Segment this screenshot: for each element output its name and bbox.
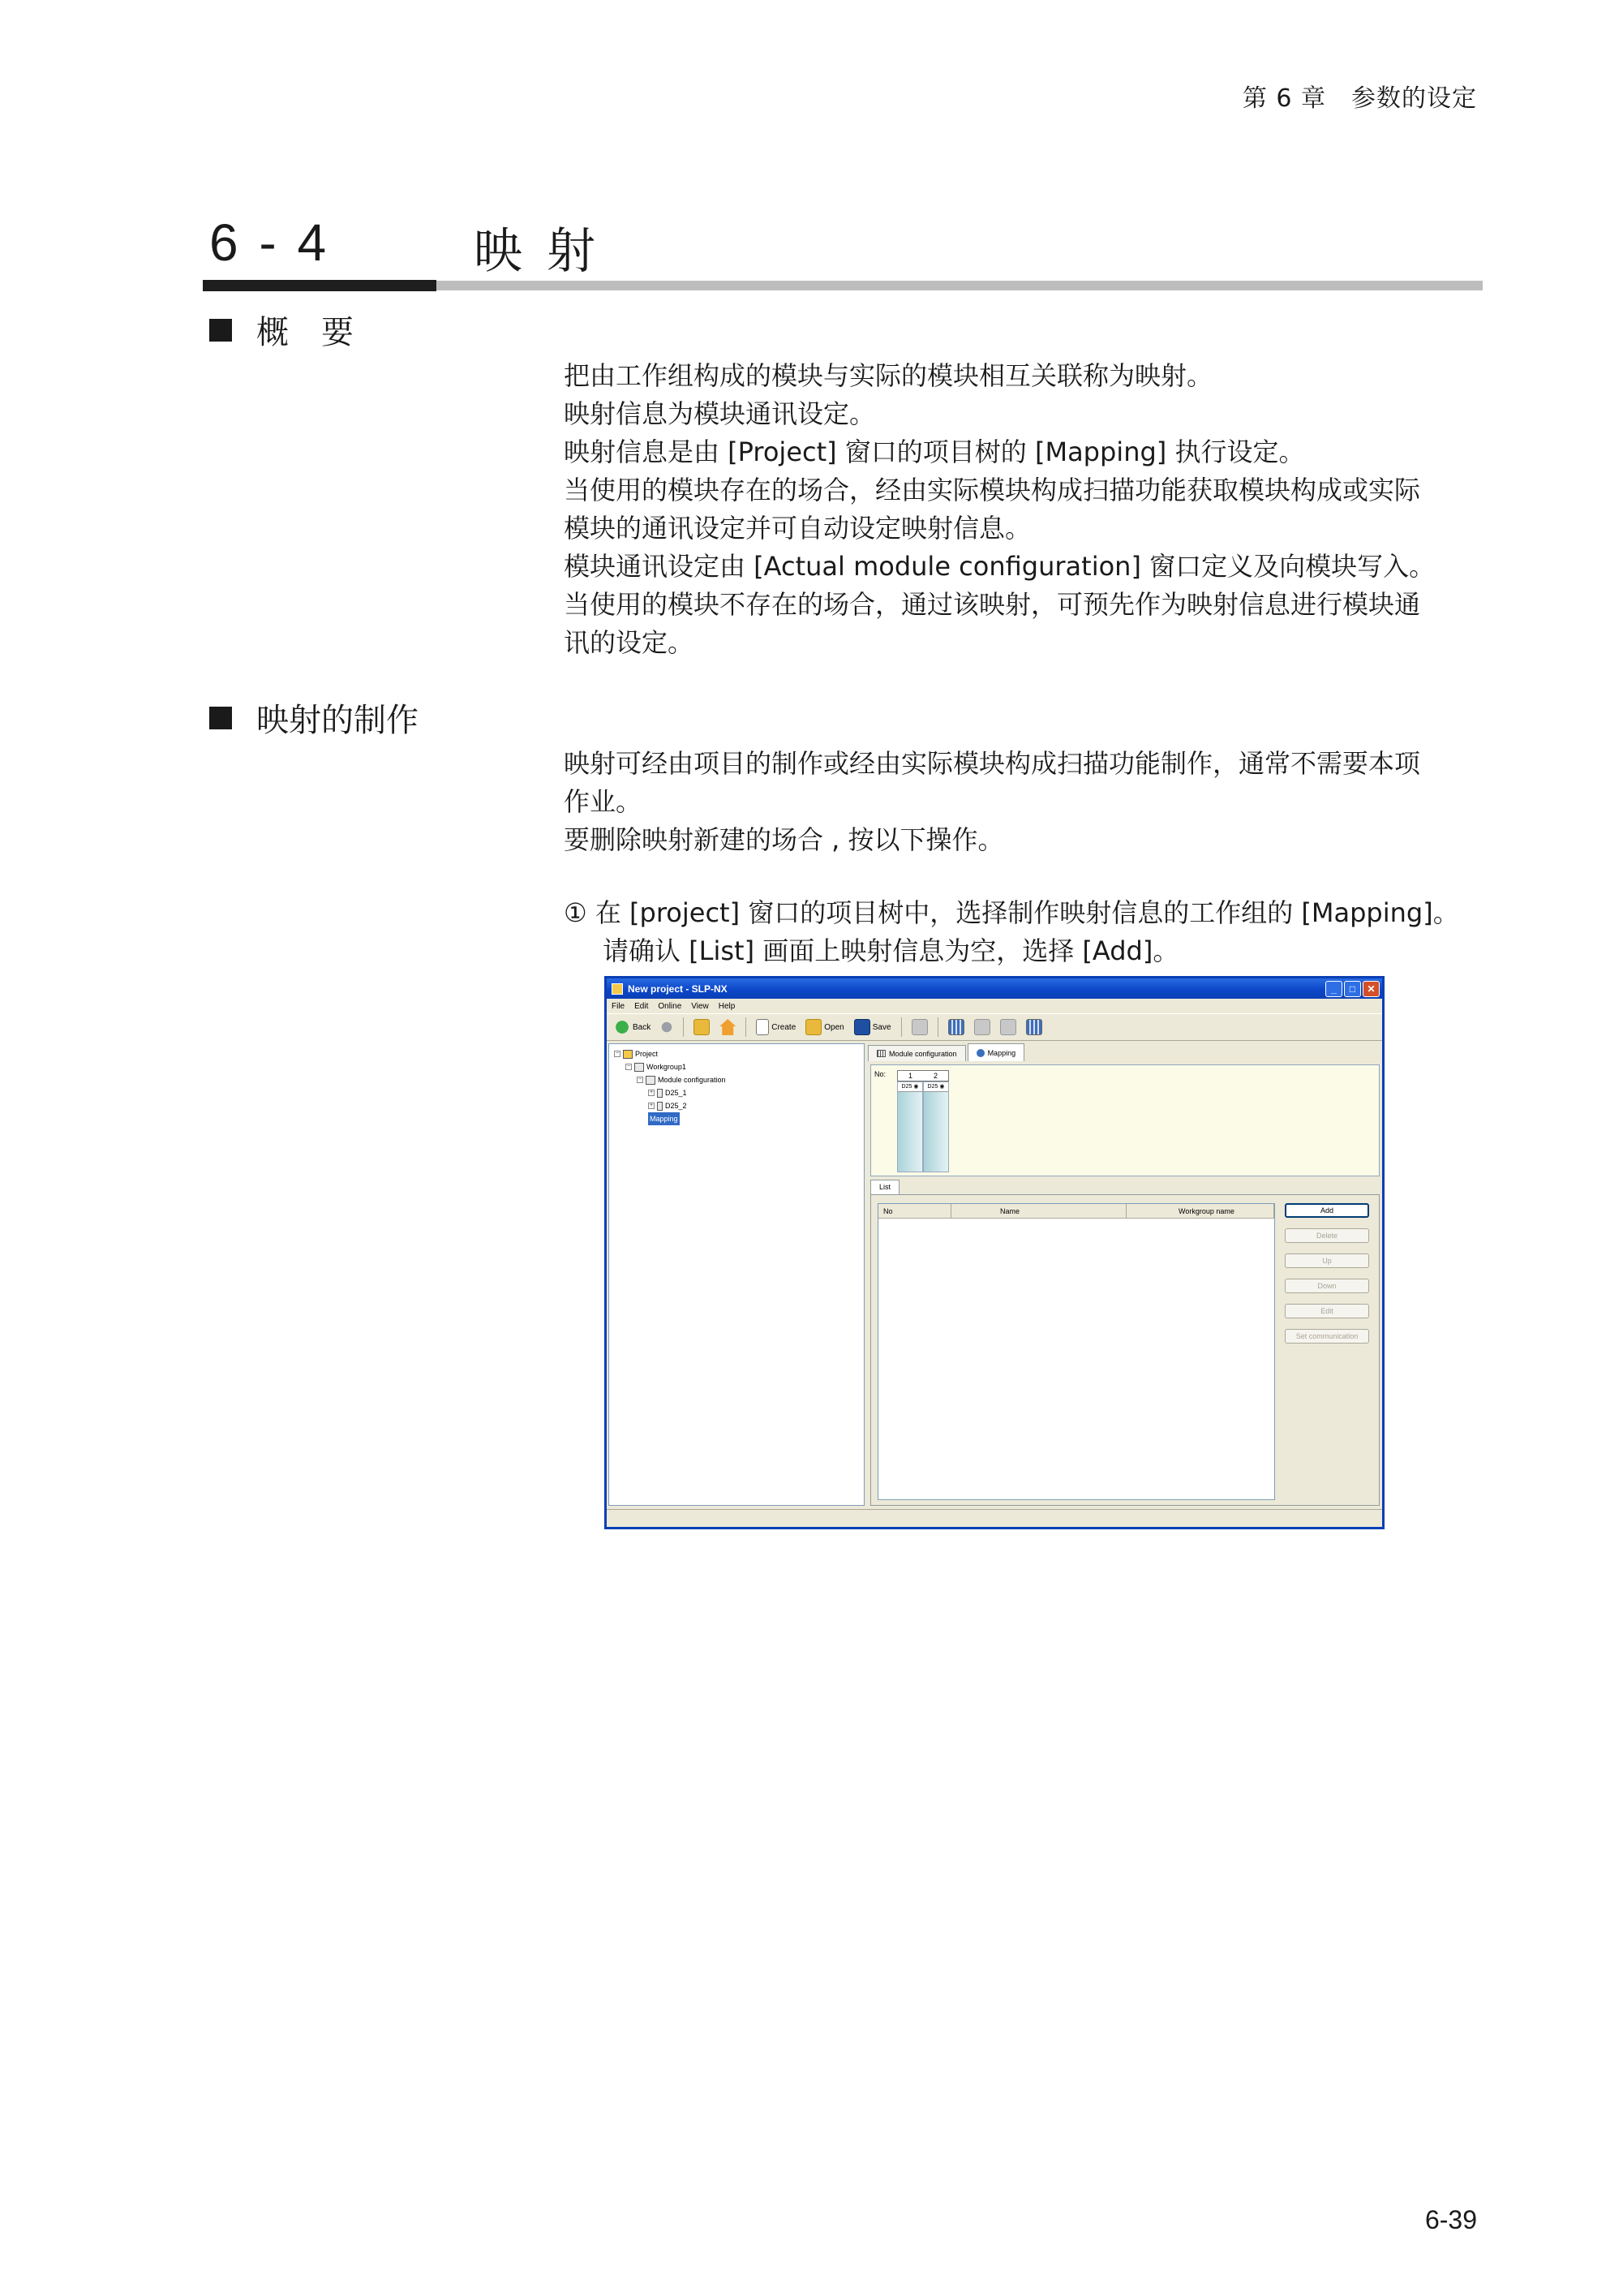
overview-line: 映射信息是由 [Project] 窗口的项目树的 [Mapping] 执行设定。 bbox=[564, 436, 1305, 467]
creation-line: 作业。 bbox=[564, 786, 642, 817]
tab-label: Mapping bbox=[987, 1048, 1016, 1057]
forward-arrow-icon bbox=[660, 1021, 673, 1034]
main-pane bbox=[868, 1043, 1384, 1506]
down-button[interactable]: Down bbox=[1285, 1279, 1369, 1293]
overview-line: 模块通讯设定由 [Actual module configuration] 窗口定义及向模块写入。 bbox=[564, 551, 1436, 582]
module-icon bbox=[657, 1102, 663, 1111]
list-header bbox=[878, 1204, 1274, 1219]
menu-view[interactable]: View bbox=[691, 1001, 709, 1011]
back-arrow-icon bbox=[614, 1019, 630, 1035]
monitor-button[interactable] bbox=[1024, 1017, 1045, 1038]
tree-item-mapping[interactable] bbox=[614, 1112, 859, 1125]
tree-label: D25_2 bbox=[665, 1102, 687, 1110]
overview-line: 映射信息为模块通讯设定。 bbox=[564, 398, 876, 429]
section-title: 映射 bbox=[474, 223, 620, 280]
menu-file[interactable]: File bbox=[612, 1001, 625, 1011]
step-1-line-2: 请确认 [List] 画面上映射信息为空，选择 [Add]。 bbox=[603, 935, 1179, 966]
slot-number: 1 bbox=[908, 1072, 912, 1080]
menu-help[interactable]: Help bbox=[718, 1001, 736, 1011]
module-icon bbox=[657, 1089, 663, 1098]
tree-item-module-configuration[interactable] bbox=[614, 1073, 859, 1086]
back-label: Back bbox=[633, 1022, 651, 1032]
collapse-icon[interactable]: − bbox=[626, 1064, 631, 1069]
slot-number: 2 bbox=[933, 1072, 938, 1080]
overview-line: 当使用的模块存在的场合，经由实际模块构成扫描功能获取模块构成或实际 bbox=[564, 475, 1421, 505]
create-label: Create bbox=[771, 1022, 796, 1032]
creation-line: 要删除映射新建的场合 , 按以下操作。 bbox=[564, 824, 1004, 855]
tab-module-configuration[interactable] bbox=[868, 1045, 966, 1061]
tab-label: Module configuration bbox=[889, 1049, 957, 1058]
maximize-button[interactable]: □ bbox=[1344, 981, 1361, 997]
overview-line: 讯的设定。 bbox=[564, 627, 694, 658]
app-icon bbox=[612, 983, 623, 995]
mapping-no-label: No: bbox=[874, 1070, 887, 1078]
collapse-icon[interactable]: − bbox=[615, 1051, 620, 1056]
add-button[interactable]: Add bbox=[1285, 1203, 1369, 1218]
overview-paragraph bbox=[564, 357, 1484, 662]
tree-item-project[interactable] bbox=[614, 1047, 859, 1060]
expand-icon[interactable]: + bbox=[649, 1090, 654, 1095]
window-title: New project - SLP-NX bbox=[628, 982, 728, 995]
column-header-name[interactable]: Name bbox=[951, 1204, 1127, 1218]
tree-item-workgroup[interactable] bbox=[614, 1060, 859, 1073]
set-communication-button[interactable]: Set communication bbox=[1285, 1329, 1369, 1344]
home-icon bbox=[719, 1019, 736, 1035]
bullet-square-icon bbox=[209, 319, 232, 342]
write-icon bbox=[1000, 1019, 1016, 1035]
open-folder-icon bbox=[805, 1019, 822, 1035]
creation-heading bbox=[209, 694, 419, 741]
connect-button[interactable] bbox=[909, 1017, 930, 1038]
creation-heading-text: 映射的制作 bbox=[256, 702, 419, 739]
toolbar bbox=[607, 1013, 1382, 1041]
workgroup-icon bbox=[634, 1063, 644, 1072]
window-titlebar bbox=[607, 978, 1382, 999]
tree-label: Module configuration bbox=[658, 1076, 726, 1084]
tree-label: D25_1 bbox=[665, 1089, 687, 1097]
close-button[interactable]: ✕ bbox=[1363, 981, 1380, 997]
module-configuration-icon bbox=[877, 1050, 886, 1057]
save-button[interactable] bbox=[852, 1017, 894, 1038]
module-grid-icon bbox=[948, 1019, 964, 1035]
project-icon bbox=[623, 1050, 633, 1059]
overview-line: 把由工作组构成的模块与实际的模块相互关联称为映射。 bbox=[564, 360, 1213, 391]
status-bar bbox=[607, 1509, 1382, 1527]
column-header-no[interactable]: No bbox=[878, 1204, 951, 1218]
save-disk-icon bbox=[854, 1019, 870, 1035]
menubar bbox=[607, 999, 1382, 1013]
menu-edit[interactable]: Edit bbox=[634, 1001, 649, 1011]
page-header: 第 6 章 参数的设定 bbox=[1242, 84, 1477, 113]
mapping-slot-header bbox=[897, 1070, 949, 1081]
open-label: Open bbox=[824, 1022, 844, 1032]
read-icon bbox=[974, 1019, 990, 1035]
overview-heading-text: 概 要 bbox=[256, 314, 354, 351]
list-panel bbox=[870, 1194, 1380, 1506]
folder-up-icon bbox=[693, 1019, 710, 1035]
connect-icon bbox=[912, 1019, 928, 1035]
tree-item-d25-2[interactable] bbox=[614, 1099, 859, 1112]
forward-button[interactable] bbox=[658, 1017, 676, 1038]
home-button[interactable] bbox=[717, 1017, 738, 1038]
overview-line: 模块的通讯设定并可自动设定映射信息。 bbox=[564, 513, 1032, 544]
mapped-module-label: D25 ◉ bbox=[924, 1082, 948, 1092]
mapping-view bbox=[870, 1064, 1380, 1176]
up-button[interactable]: Up bbox=[1285, 1253, 1369, 1268]
menu-online[interactable]: Online bbox=[658, 1001, 682, 1011]
write-button[interactable] bbox=[998, 1017, 1019, 1038]
mapping-list[interactable] bbox=[878, 1203, 1275, 1500]
up-folder-button[interactable] bbox=[691, 1017, 712, 1038]
mapped-module[interactable] bbox=[897, 1081, 923, 1172]
tree-item-d25-1[interactable] bbox=[614, 1086, 859, 1099]
expand-icon[interactable]: + bbox=[649, 1103, 654, 1108]
open-button[interactable] bbox=[803, 1017, 846, 1038]
create-button[interactable] bbox=[754, 1017, 798, 1038]
overview-heading bbox=[209, 307, 354, 353]
mapped-module-label: D25 ◉ bbox=[898, 1082, 922, 1092]
title-rule-light bbox=[436, 281, 1483, 290]
tree-label: Project bbox=[635, 1050, 659, 1058]
monitor-icon bbox=[1026, 1019, 1042, 1035]
module-configuration-icon bbox=[646, 1076, 655, 1085]
collapse-icon[interactable]: − bbox=[638, 1077, 642, 1082]
column-header-workgroup-name[interactable]: Workgroup name bbox=[1127, 1204, 1274, 1218]
step-1-line-1: ① 在 [project] 窗口的项目树中，选择制作映射信息的工作组的 [Mapping]。 bbox=[564, 897, 1459, 928]
new-document-icon bbox=[756, 1019, 769, 1035]
page-number: 6-39 bbox=[1424, 2205, 1477, 2234]
title-rule-dark bbox=[203, 280, 436, 291]
tree-label: Workgroup1 bbox=[646, 1063, 686, 1071]
tree-label-selected: Mapping bbox=[648, 1112, 680, 1125]
save-label: Save bbox=[872, 1022, 891, 1032]
slp-nx-window bbox=[604, 976, 1385, 1529]
minimize-button[interactable]: _ bbox=[1325, 981, 1342, 997]
read-button[interactable] bbox=[972, 1017, 993, 1038]
project-tree-pane bbox=[608, 1043, 865, 1506]
tab-list[interactable]: List bbox=[870, 1180, 900, 1194]
bullet-square-icon bbox=[209, 707, 232, 729]
mapped-module[interactable] bbox=[923, 1081, 949, 1172]
section-number: 6 - 4 bbox=[209, 213, 330, 272]
back-button[interactable] bbox=[612, 1017, 653, 1038]
edit-button[interactable]: Edit bbox=[1285, 1304, 1369, 1318]
creation-paragraph bbox=[564, 745, 1484, 859]
overview-line: 当使用的模块不存在的场合，通过该映射，可预先作为映射信息进行模块通 bbox=[564, 589, 1421, 620]
creation-line: 映射可经由项目的制作或经由实际模块构成扫描功能制作，通常不需要本项 bbox=[564, 748, 1421, 779]
tab-mapping[interactable] bbox=[968, 1043, 1025, 1061]
mapping-icon bbox=[977, 1049, 985, 1057]
step-1 bbox=[564, 894, 1484, 970]
module-config-tool-button[interactable] bbox=[946, 1017, 967, 1038]
delete-button[interactable]: Delete bbox=[1285, 1228, 1369, 1243]
